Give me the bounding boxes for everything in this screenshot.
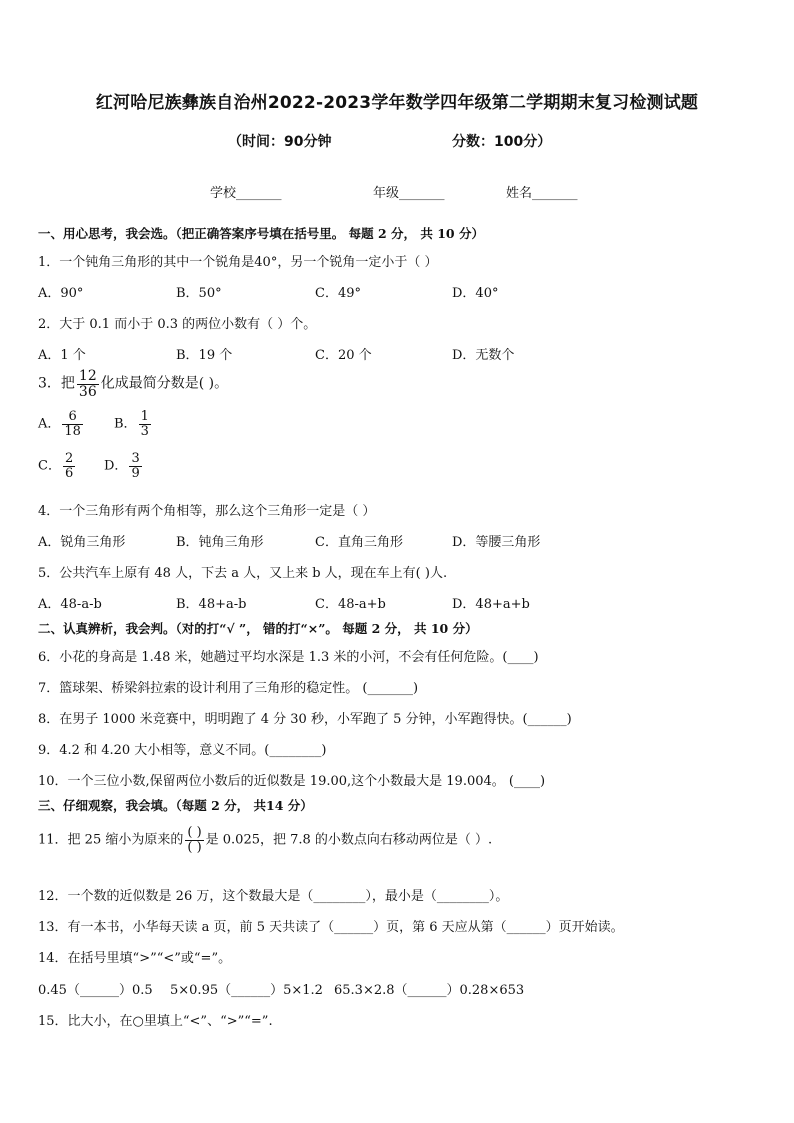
q5-option-a: A．48-a-b [38, 597, 102, 612]
q3-d-numerator: 3 [131, 451, 140, 466]
section-3-heading: 三、仔细观察，我会填。（每题 2 分， 共14 分） [38, 798, 313, 813]
q3-c-denominator: 6 [64, 465, 74, 481]
q3-a-numerator: 6 [62, 410, 83, 425]
question-15: 15．比大小，在○里填上“<”、“>”“=”. [38, 1014, 273, 1029]
q5-option-b: B．48+a-b [176, 597, 247, 612]
q2-option-b: B．19 个 [176, 348, 233, 363]
question-2: 2．大于 0.1 而小于 0.3 的两位小数有（ ）个。 [38, 317, 317, 332]
q14-expression-1: 0.45（______）0.5 [38, 983, 153, 998]
q3-option-b-fraction [139, 410, 151, 438]
q3-prefix: 3．把 [38, 375, 75, 392]
question-14: 14．在括号里填“>”“<”或“=”。 [38, 951, 232, 966]
school-field[interactable]: 学校_______ [210, 186, 282, 201]
q3-numerator: 12 [78, 368, 97, 384]
question-7: 7．篮球架、桥梁斜拉索的设计利用了三角形的稳定性。 (_______) [38, 681, 419, 696]
q3-b-denominator: 3 [140, 423, 149, 439]
question-6: 6．小花的身高是 1.48 米，她趟过平均水深是 1.3 米的小河，不会有任何危险。(____) [38, 650, 539, 665]
q3-a-denominator: 18 [64, 423, 81, 439]
q1-option-c: C．49° [315, 286, 361, 301]
q3-option-c [38, 452, 77, 480]
question-4: 4．一个三角形有两个角相等，那么这个三角形一定是（ ） [38, 504, 376, 519]
q3-option-a-fraction [62, 410, 83, 438]
q3-option-c-label: C． [38, 458, 61, 474]
section-1-heading: 一、用心思考，我会选。（把正确答案序号填在括号里。 每题 2 分， 共 10 分） [38, 226, 484, 241]
q3-option-c-fraction [63, 452, 75, 480]
question-11 [38, 826, 492, 854]
q1-option-d: D．40° [452, 286, 499, 301]
question-8: 8．在男子 1000 米竞赛中，明明跑了 4 分 30 秒，小军跑了 5 分钟，小军跑得快。(______) [38, 712, 572, 727]
exam-time: （时间：90分钟 [228, 134, 332, 150]
question-12: 12．一个数的近似数是 26 万，这个数最大是（________），最小是（________）。 [38, 889, 509, 904]
q11-numerator[interactable]: ( ) [187, 825, 202, 840]
q4-option-d: D．等腰三角形 [452, 535, 541, 550]
question-1: 1．一个钝角三角形的其中一个锐角是40°，另一个锐角一定小于（ ） [38, 255, 438, 270]
q1-option-a: A．90° [38, 286, 84, 301]
q5-option-d: D．48+a+b [452, 597, 530, 612]
q3-b-numerator: 1 [140, 409, 149, 424]
q14-expression-3: 65.3×2.8（______）0.28×653 [334, 983, 525, 998]
question-5: 5．公共汽车上原有 48 人，下去 a 人，又上来 b 人，现在车上有( )人. [38, 566, 448, 581]
q11-prefix: 11．把 25 缩小为原来的 [38, 832, 184, 848]
q3-option-d-label: D． [104, 458, 128, 474]
q2-option-c: C．20 个 [315, 348, 372, 363]
section-2-heading: 二、认真辨析，我会判。（对的打“√ ”， 错的打“×”。 每题 2 分， 共 10 分） [38, 621, 478, 636]
q3-option-d [104, 452, 144, 480]
grade-field[interactable]: 年级_______ [373, 186, 445, 201]
q2-option-d: D．无数个 [452, 348, 515, 363]
question-9: 9．4.2 和 4.20 大小相等，意义不同。(________) [38, 743, 327, 758]
q3-d-denominator: 9 [131, 465, 140, 481]
q11-fraction [185, 826, 203, 854]
q14-expression-2: 5×0.95（______）5×1.2 [170, 983, 323, 998]
q2-option-a: A．1 个 [38, 348, 86, 363]
q3-c-numerator: 2 [64, 451, 74, 466]
q3-option-a [38, 410, 85, 438]
q3-suffix: 化成最简分数是( )。 [100, 375, 229, 392]
q3-fraction [77, 369, 99, 399]
q11-suffix: 是 0.025，把 7.8 的小数点向右移动两位是（ ）. [205, 832, 493, 848]
q4-option-a: A．锐角三角形 [38, 535, 126, 550]
q4-option-b: B．钝角三角形 [176, 535, 264, 550]
q3-option-b-label: B． [114, 416, 137, 432]
q1-option-b: B．50° [176, 286, 222, 301]
question-3 [38, 369, 228, 399]
q3-option-d-fraction [129, 452, 141, 480]
question-13: 13．有一本书，小华每天读 a 页，前 5 天共读了（______）页，第 6 天应从第（______）页开始读。 [38, 920, 624, 935]
name-field[interactable]: 姓名_______ [506, 186, 578, 201]
q5-option-c: C．48-a+b [315, 597, 386, 612]
q3-option-a-label: A． [38, 416, 61, 432]
q3-option-b [114, 410, 153, 438]
exam-score: 分数：100分） [452, 134, 552, 150]
q11-denominator[interactable]: ( ) [187, 839, 202, 855]
q3-denominator: 36 [78, 383, 97, 400]
q4-option-c: C．直角三角形 [315, 535, 403, 550]
page-title: 红河哈尼族彝族自治州2022-2023学年数学四年级第二学期期末复习检测试题 [95, 93, 699, 113]
question-10: 10．一个三位小数,保留两位小数后的近似数是 19.00,这个小数最大是 19.004。 (____) [38, 774, 546, 789]
